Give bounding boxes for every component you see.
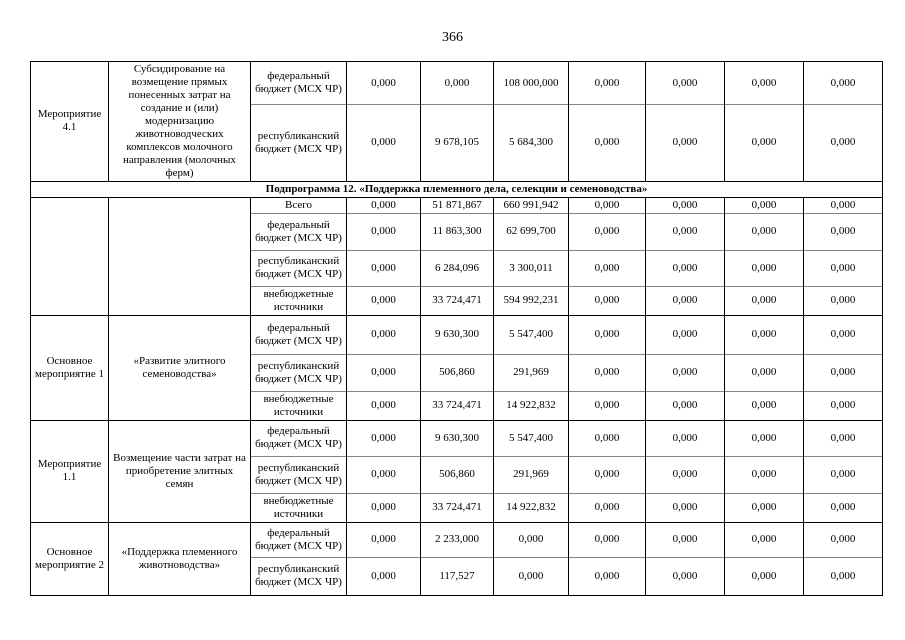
value-cell: 3 300,011 xyxy=(494,250,569,286)
activity-cell xyxy=(31,197,109,315)
value-cell: 0,000 xyxy=(725,456,804,493)
value-cell: 33 724,471 xyxy=(421,391,494,420)
value-cell: 6 284,096 xyxy=(421,250,494,286)
subprogram-header: Подпрограмма 12. «Поддержка племенного дела, селекции и семеноводства» xyxy=(31,181,883,197)
value-cell: 9 630,300 xyxy=(421,315,494,354)
description-cell: «Поддержка племенного животноводства» xyxy=(109,522,251,595)
value-cell: 0,000 xyxy=(725,557,804,595)
description-cell: Возмещение части затрат на приобретение элитных семян xyxy=(109,420,251,522)
value-cell: 660 991,942 xyxy=(494,197,569,213)
budget-source-cell: федеральный бюджет (МСХ ЧР) xyxy=(251,62,347,105)
value-cell: 0,000 xyxy=(494,522,569,557)
value-cell: 2 233,000 xyxy=(421,522,494,557)
value-cell: 0,000 xyxy=(646,493,725,522)
table-row xyxy=(31,420,883,456)
value-cell: 0,000 xyxy=(569,213,646,250)
table-row xyxy=(31,522,883,557)
value-cell: 0,000 xyxy=(646,62,725,105)
value-cell: 0,000 xyxy=(569,391,646,420)
budget-source-cell: республиканский бюджет (МСХ ЧР) xyxy=(251,456,347,493)
table-row xyxy=(31,197,883,213)
budget-source-cell: внебюджетные источники xyxy=(251,286,347,315)
value-cell: 0,000 xyxy=(725,105,804,182)
value-cell: 9 630,300 xyxy=(421,420,494,456)
value-cell: 0,000 xyxy=(347,315,421,354)
page-number: 366 xyxy=(442,30,463,45)
value-cell: 0,000 xyxy=(646,197,725,213)
value-cell: 0,000 xyxy=(347,391,421,420)
budget-table-body xyxy=(31,62,883,596)
value-cell: 0,000 xyxy=(646,456,725,493)
budget-source-cell: федеральный бюджет (МСХ ЧР) xyxy=(251,420,347,456)
value-cell: 0,000 xyxy=(725,493,804,522)
value-cell: 0,000 xyxy=(804,354,883,391)
value-cell: 0,000 xyxy=(804,213,883,250)
value-cell: 0,000 xyxy=(646,286,725,315)
description-cell: «Развитие элитного семеноводства» xyxy=(109,315,251,420)
value-cell: 0,000 xyxy=(347,213,421,250)
value-cell: 0,000 xyxy=(725,286,804,315)
value-cell: 0,000 xyxy=(804,493,883,522)
value-cell: 506,860 xyxy=(421,354,494,391)
value-cell: 0,000 xyxy=(804,391,883,420)
value-cell: 0,000 xyxy=(804,250,883,286)
value-cell: 33 724,471 xyxy=(421,286,494,315)
value-cell: 0,000 xyxy=(347,250,421,286)
value-cell: 0,000 xyxy=(569,286,646,315)
value-cell: 51 871,867 xyxy=(421,197,494,213)
description-cell: Субсидирование на возмещение прямых понесенных затрат на создание и (или) модернизацию животноводческих комплексов молочного направления (молочных ферм) xyxy=(109,62,251,182)
activity-cell: Основное мероприятие 2 xyxy=(31,522,109,595)
value-cell: 0,000 xyxy=(804,522,883,557)
value-cell: 0,000 xyxy=(804,105,883,182)
value-cell: 0,000 xyxy=(347,420,421,456)
budget-source-cell: Всего xyxy=(251,197,347,213)
table-row xyxy=(31,315,883,354)
value-cell: 0,000 xyxy=(725,420,804,456)
value-cell: 0,000 xyxy=(494,557,569,595)
value-cell: 0,000 xyxy=(569,250,646,286)
value-cell: 291,969 xyxy=(494,354,569,391)
budget-source-cell: республиканский бюджет (МСХ ЧР) xyxy=(251,105,347,182)
budget-source-cell: внебюджетные источники xyxy=(251,493,347,522)
value-cell: 62 699,700 xyxy=(494,213,569,250)
value-cell: 0,000 xyxy=(569,315,646,354)
value-cell: 0,000 xyxy=(347,286,421,315)
value-cell: 0,000 xyxy=(725,522,804,557)
budget-source-cell: республиканский бюджет (МСХ ЧР) xyxy=(251,250,347,286)
value-cell: 291,969 xyxy=(494,456,569,493)
value-cell: 5 547,400 xyxy=(494,420,569,456)
budget-source-cell: федеральный бюджет (МСХ ЧР) xyxy=(251,213,347,250)
value-cell: 0,000 xyxy=(804,197,883,213)
value-cell: 0,000 xyxy=(347,105,421,182)
value-cell: 0,000 xyxy=(569,197,646,213)
value-cell: 0,000 xyxy=(646,522,725,557)
value-cell: 0,000 xyxy=(347,456,421,493)
value-cell: 0,000 xyxy=(646,391,725,420)
value-cell: 108 000,000 xyxy=(494,62,569,105)
value-cell: 0,000 xyxy=(725,197,804,213)
value-cell: 0,000 xyxy=(725,213,804,250)
value-cell: 0,000 xyxy=(569,522,646,557)
value-cell: 11 863,300 xyxy=(421,213,494,250)
value-cell: 0,000 xyxy=(725,391,804,420)
value-cell: 0,000 xyxy=(347,522,421,557)
value-cell: 0,000 xyxy=(646,315,725,354)
value-cell: 0,000 xyxy=(569,456,646,493)
value-cell: 0,000 xyxy=(725,315,804,354)
value-cell: 14 922,832 xyxy=(494,391,569,420)
value-cell: 0,000 xyxy=(646,213,725,250)
value-cell: 0,000 xyxy=(569,354,646,391)
value-cell: 0,000 xyxy=(804,557,883,595)
value-cell: 0,000 xyxy=(347,197,421,213)
value-cell: 0,000 xyxy=(569,493,646,522)
value-cell: 0,000 xyxy=(725,62,804,105)
budget-source-cell: республиканский бюджет (МСХ ЧР) xyxy=(251,354,347,391)
value-cell: 0,000 xyxy=(569,557,646,595)
value-cell: 0,000 xyxy=(804,315,883,354)
value-cell: 506,860 xyxy=(421,456,494,493)
value-cell: 0,000 xyxy=(569,105,646,182)
value-cell: 0,000 xyxy=(804,456,883,493)
activity-cell: Мероприятие 1.1 xyxy=(31,420,109,522)
value-cell: 9 678,105 xyxy=(421,105,494,182)
value-cell: 0,000 xyxy=(804,62,883,105)
value-cell: 594 992,231 xyxy=(494,286,569,315)
value-cell: 0,000 xyxy=(347,354,421,391)
value-cell: 0,000 xyxy=(569,420,646,456)
value-cell: 5 547,400 xyxy=(494,315,569,354)
budget-source-cell: республиканский бюджет (МСХ ЧР) xyxy=(251,557,347,595)
value-cell: 0,000 xyxy=(569,62,646,105)
value-cell: 0,000 xyxy=(421,62,494,105)
value-cell: 5 684,300 xyxy=(494,105,569,182)
value-cell: 0,000 xyxy=(725,354,804,391)
value-cell: 0,000 xyxy=(646,420,725,456)
value-cell: 0,000 xyxy=(347,557,421,595)
value-cell: 0,000 xyxy=(725,250,804,286)
value-cell: 0,000 xyxy=(646,105,725,182)
budget-table xyxy=(30,61,883,596)
budget-source-cell: федеральный бюджет (МСХ ЧР) xyxy=(251,522,347,557)
value-cell: 14 922,832 xyxy=(494,493,569,522)
value-cell: 0,000 xyxy=(804,420,883,456)
value-cell: 0,000 xyxy=(804,286,883,315)
subprogram-row xyxy=(31,181,883,197)
description-cell xyxy=(109,197,251,315)
activity-cell: Мероприятие 4.1 xyxy=(31,62,109,182)
value-cell: 0,000 xyxy=(347,62,421,105)
value-cell: 0,000 xyxy=(347,493,421,522)
activity-cell: Основное мероприятие 1 xyxy=(31,315,109,420)
value-cell: 0,000 xyxy=(646,250,725,286)
budget-source-cell: внебюджетные источники xyxy=(251,391,347,420)
budget-source-cell: федеральный бюджет (МСХ ЧР) xyxy=(251,315,347,354)
value-cell: 117,527 xyxy=(421,557,494,595)
table-row xyxy=(31,62,883,105)
value-cell: 0,000 xyxy=(646,354,725,391)
value-cell: 33 724,471 xyxy=(421,493,494,522)
value-cell: 0,000 xyxy=(646,557,725,595)
